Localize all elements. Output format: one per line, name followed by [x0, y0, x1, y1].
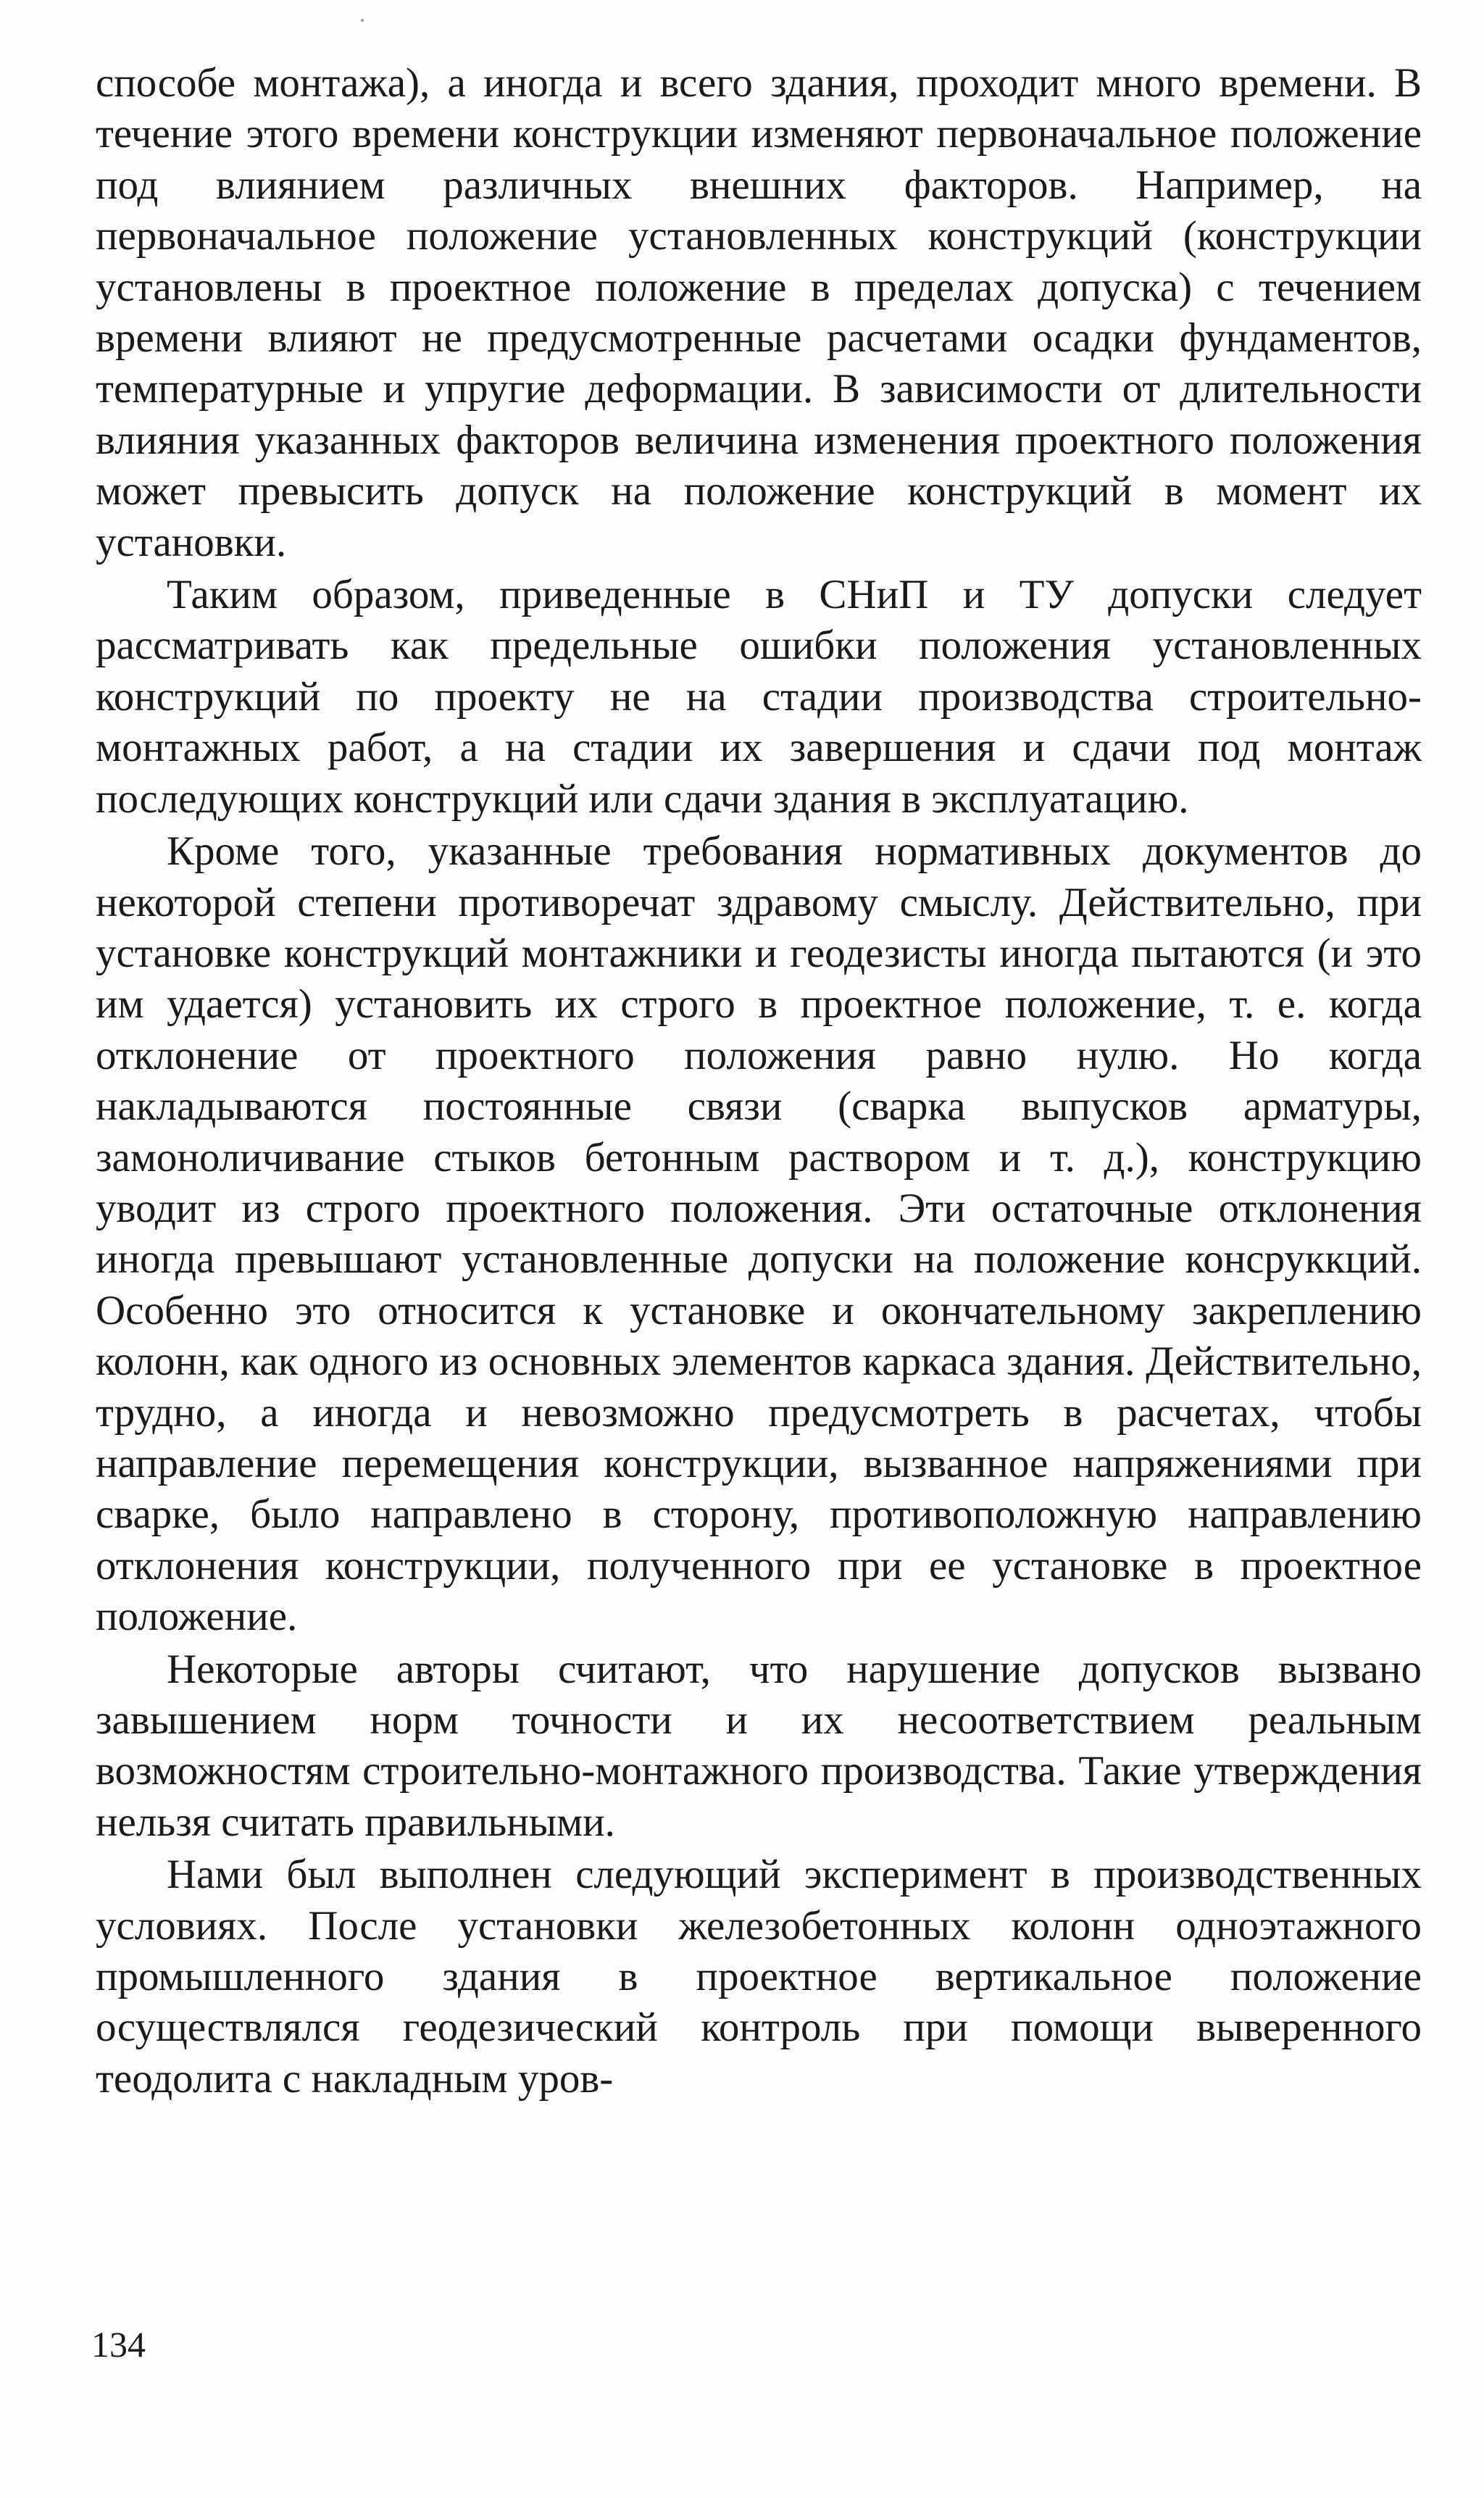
paragraph: Некоторые авторы считают, что нарушение допусков вызвано завышением норм точности и их несоответствием реальным возможностям строительно-монтажного производства. Такие утверждения нельзя считать правильными.: [96, 1646, 1422, 1845]
print-speck: [361, 19, 364, 22]
paragraph: Таким образом, приведенные в СНиП и ТУ допуски следует рассматривать как предельные ошибки положения установленных конструкций по проекту не на стадии производства строительно-монтажных работ, а на стадии их завершения и сдачи под монтаж последующих конструкций или сдачи здания в эксплуатацию.: [96, 572, 1422, 822]
body-text: [96, 58, 1422, 2104]
paragraph-continuation: способе монтажа), а иногда и всего здания, проходит много времени. В течение этого времени конструкции изменяют первоначальное положение под влиянием различных внешних факторов. Например, на первоначальное положение установленных конструкций (конструкции установлены в проектное положение в пределах допуска) с течением времени влияют не предусмотренные расчетами осадки фундаментов, температурные и упругие деформации. В зависимости от длительности влияния указанных факторов величина изменения проектного положения может превысить допуск на положение конструкций в момент их установки.: [96, 60, 1422, 565]
paragraph: Нами был выполнен следующий эксперимент в производственных условиях. После установки железобетонных колонн одноэтажного промышленного здания в проектное вертикальное положение осуществлялся геодезический контроль при помощи выверенного теодолита с накладным уров-: [96, 1852, 1422, 2102]
page-number: 134: [91, 2324, 146, 2365]
paragraph: Кроме того, указанные требования нормативных документов до некоторой степени противоречат здравому смыслу. Действительно, при установке конструкций монтажники и геодезисты иногда пытаются (и это им удается) установить их строго в проектное положение, т. е. когда отклонение от проектного положения равно нулю. Но когда накладываются постоянные связи (сварка выпусков арматуры, замоноличивание стыков бетонным раствором и т. д.), конструкцию уводит из строго проектного положения. Эти остаточные отклонения иногда превышают установленные допуски на положение консруккций. Особенно это относится к установке и окончательному закреплению колонн, как одного из основных элементов каркаса здания. Действительно, трудно, а иногда и невозможно предусмотреть в расчетах, чтобы направление перемещения конструкции, вызванное напряжениями при сварке, было направлено в сторону, противоположную направлению отклонения конструкции, полученного при ее установке в проектное положение.: [96, 828, 1422, 1640]
